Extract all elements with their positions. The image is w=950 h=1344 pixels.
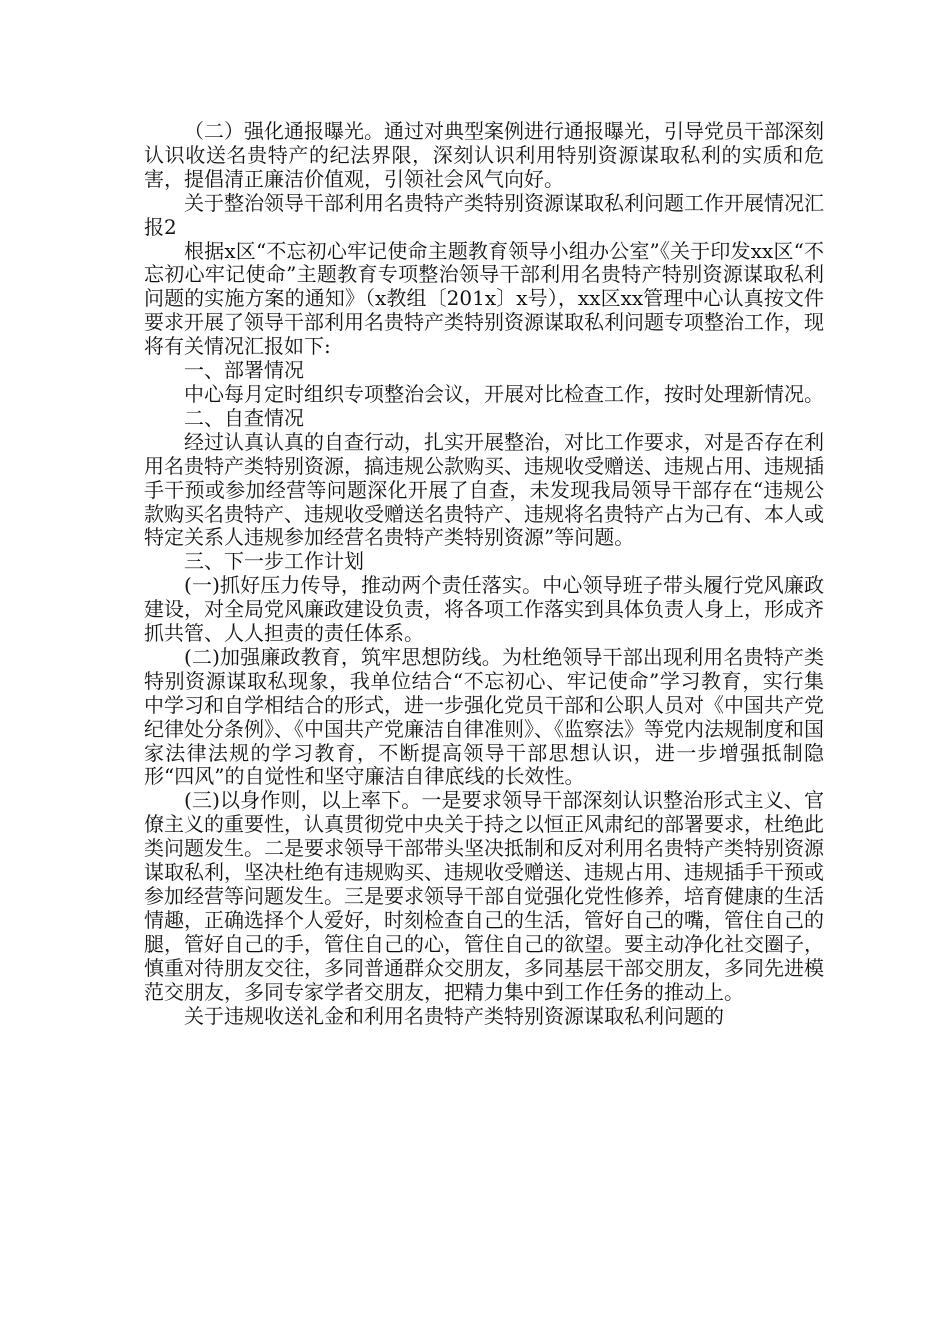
paragraph-basis: 根据x区“不忘初心牢记使命主题教育领导小组办公室”《关于印发xx区“不忘初心牢记使命”主题教育专项整治领导干部利用名贵特产特别资源谋取私利问题的实施方案的通知》（x教组〔201x〕x号），xx区xx管理中心认真按文件要求开展了领导干部利用名贵特产类特别资源谋取私利问题专项整治工作，现将有关情况汇报如下:	[144, 238, 824, 359]
document-body	[144, 120, 824, 1028]
paragraph-deployment: 中心每月定时组织专项整治会议，开展对比检查工作，按时处理新情况。	[184, 381, 824, 406]
report-heading: 关于整治领导干部利用名贵特产类特别资源谋取私利问题工作开展情况汇报2	[144, 190, 824, 239]
section-heading-self-check: 二、自查情况	[184, 405, 304, 430]
paragraph-self-check: 经过认真认真的自查行动，扎实开展整治，对比工作要求，对是否存在利用名贵特产类特别资源，搞违规公款购买、违规收受赠送、违规占用、违规插手干预或参加经营等问题深化开展了自查，未发现我局领导干部存在“违规公款购买名贵特产、违规收受赠送名贵特产、违规将名贵特产占为己有、本人或特定关系人违规参加经营名贵特产类特别资源”等问题。	[144, 429, 824, 550]
paragraph-plan-2: (二)加强廉政教育，筑牢思想防线。为杜绝领导干部出现利用名贵特产类特别资源谋取私现象，我单位结合“不忘初心、牢记使命”学习教育，实行集中学习和自学相结合的形式，进一步强化党员干部和公职人员对《中国共产党纪律处分条例》、《中国共产党廉洁自律准则》、《监察法》等党内法规制度和国家法律法规的学习教育，不断提高领导干部思想认识，进一步增强抵制隐形“四风”的自觉性和坚守廉洁自律底线的长效性。	[144, 644, 824, 789]
paragraph-plan-1: (一)抓好压力传导，推动两个责任落实。中心领导班子带头履行党风廉政建设，对全局党风廉政建设负责，将各项工作落实到具体负责人身上，形成齐抓共管、人人担责的责任体系。	[144, 573, 824, 646]
paragraph-trailing-title: 关于违规收送礼金和利用名贵特产类特别资源谋取私利问题的	[184, 1003, 724, 1028]
paragraph-publicity: （二）强化通报曝光。通过对典型案例进行通报曝光，引导党员干部深刻认识收送名贵特产的纪法界限，深刻认识利用特别资源谋取私利的实质和危害，提倡清正廉洁价值观，引领社会风气向好。	[144, 119, 824, 191]
paragraph-plan-3: (三)以身作则，以上率下。一是要求领导干部深刻认识整治形式主义、官僚主义的重要性，认真贯彻党中央关于持之以恒正风肃纪的部署要求，杜绝此类问题发生。二是要求领导干部带头坚决抵制和反对利用名贵特产类特别资源谋取私利，坚决杜绝有违规购买、违规收受赠送、违规占用、违规插手干预或参加经营等问题发生。三是要求领导干部自觉强化党性修养，培育健康的生活情趣，正确选择个人爱好，时刻检查自己的生活，管好自己的嘴，管住自己的腿，管好自己的手，管住自己的心，管住自己的欲望。要主动净化社交圈子，慎重对待朋友交往，多同普通群众交朋友，多同基层干部交朋友，多同先进模范交朋友，多同专家学者交朋友，把精力集中到工作任务的推动上。	[144, 788, 824, 1004]
section-heading-next-steps: 三、下一步工作计划	[184, 549, 364, 574]
section-heading-deployment: 一、部署情况	[184, 358, 304, 383]
